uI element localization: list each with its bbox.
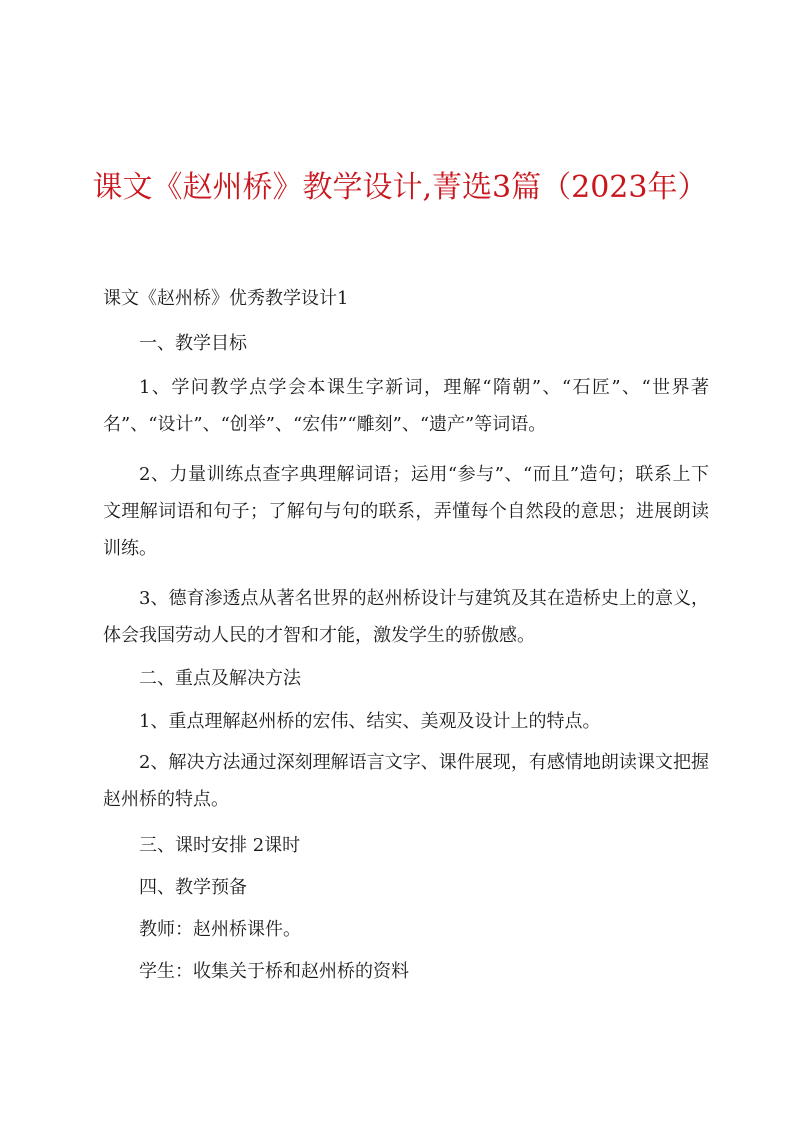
goal-moral-paragraph: 3、德育渗透点从著名世界的赵州桥设计与建筑及其在造桥史上的意义，体会我国劳动人民的才智和才能，激发学生的骄傲感。: [103, 588, 709, 646]
teacher-preparation: 教师：赵州桥课件。: [139, 919, 301, 940]
heading-teaching-goals: 一、教学目标: [139, 333, 247, 354]
document-title: 课文《赵州桥》教学设计,菁选3篇（2023年）: [92, 170, 708, 205]
heading-class-hours: 三、课时安排 2课时: [139, 835, 301, 856]
student-preparation: 学生：收集关于桥和赵州桥的资料: [139, 961, 409, 982]
section-heading: 课文《赵州桥》优秀教学设计1: [103, 288, 349, 309]
heading-preparation: 四、教学预备: [139, 877, 247, 898]
solution-paragraph: 2、解决方法通过深刻理解语言文字、课件展现，有感情地朗读课文把握赵州桥的特点。: [103, 752, 709, 810]
goal-ability-paragraph: 2、力量训练点查字典理解词语；运用“参与”、“而且”造句；联系上下文理解词语和句子；了解句与句的联系，弄懂每个自然段的意思；进展朗读训练。: [103, 464, 709, 559]
key-point-paragraph: 1、重点理解赵州桥的宏伟、结实、美观及设计上的特点。: [139, 711, 601, 732]
heading-key-points: 二、重点及解决方法: [139, 668, 301, 689]
goal-knowledge-paragraph: 1、学问教学点学会本课生字新词，理解“隋朝”、“石匠”、“世界著名”、“设计”、“创举”、“宏伟”“雕刻”、“遗产”等词语。: [103, 377, 709, 435]
